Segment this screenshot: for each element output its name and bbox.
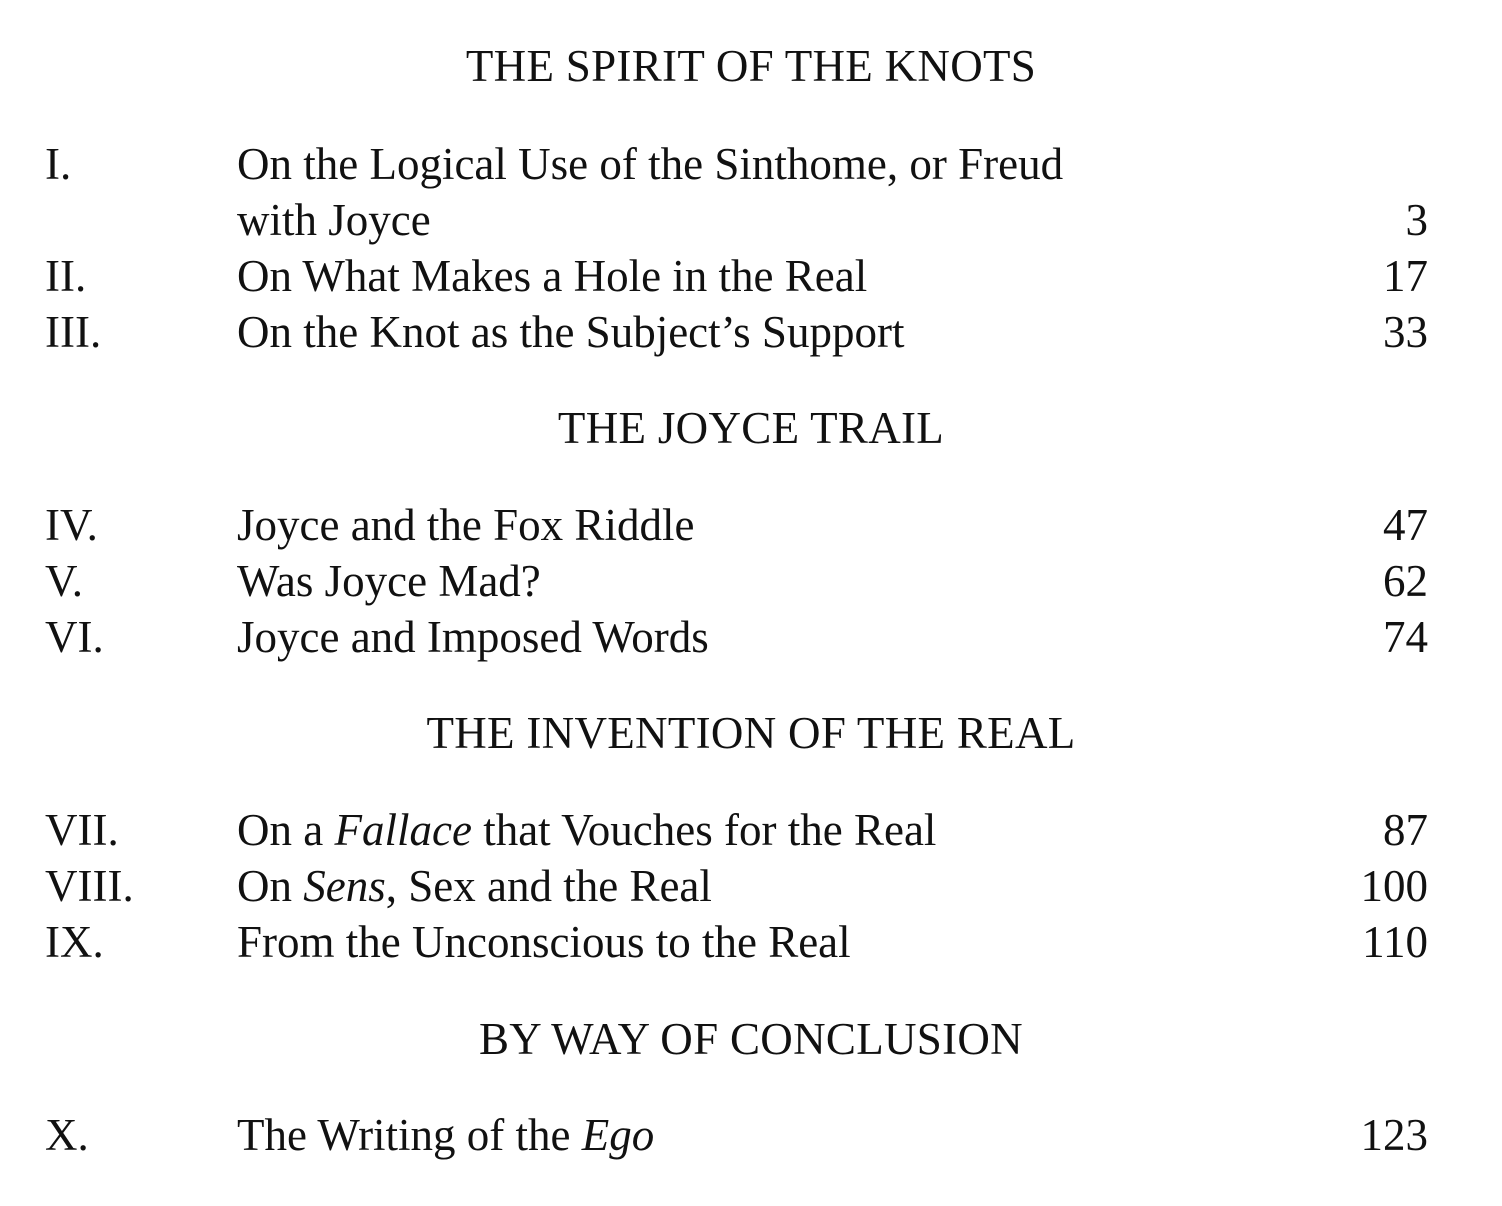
chapter-page-number: 74 [1383, 612, 1428, 662]
chapter-number: VIII. [45, 861, 134, 911]
chapter-title: On the Knot as the Subject’s Support [237, 307, 905, 357]
chapter-title [237, 136, 1237, 248]
chapter-title-text: On [237, 861, 304, 911]
chapter-page-number: 87 [1383, 805, 1428, 855]
chapter-title-italic: Sens [303, 861, 386, 911]
chapter-title: Was Joyce Mad? [237, 556, 541, 606]
chapter-title [237, 802, 1237, 858]
part-heading-spirit-of-the-knots: THE SPIRIT OF THE KNOTS [465, 41, 1037, 91]
chapter-title-line-2: with Joyce [237, 195, 431, 245]
chapter-title [237, 1107, 1237, 1163]
chapter-page-number: 110 [1362, 917, 1428, 967]
chapter-title-text: The Writing of the [237, 1110, 582, 1160]
chapter-page-number: 62 [1383, 556, 1428, 606]
chapter-title-italic: Ego [581, 1110, 655, 1160]
chapter-number: I. [45, 139, 72, 189]
chapter-title: Joyce and Imposed Words [237, 612, 709, 662]
chapter-title-line-1: On the Logical Use of the Sinthome, or Freud [237, 139, 1064, 189]
chapter-page-number: 100 [1360, 861, 1428, 911]
chapter-title-text: On a [237, 805, 335, 855]
chapter-page-number: 47 [1383, 500, 1428, 550]
chapter-title: Joyce and the Fox Riddle [237, 500, 695, 550]
part-heading-joyce-trail: THE JOYCE TRAIL [557, 403, 945, 453]
chapter-title: On What Makes a Hole in the Real [237, 251, 868, 301]
chapter-number: IX. [45, 917, 104, 967]
chapter-page-number: 17 [1383, 251, 1428, 301]
chapter-number: III. [45, 307, 102, 357]
chapter-title: From the Unconscious to the Real [237, 917, 851, 967]
chapter-page-number: 33 [1383, 307, 1428, 357]
chapter-title-text: , Sex and the Real [385, 861, 712, 911]
part-heading-invention-of-the-real: THE INVENTION OF THE REAL [426, 708, 1076, 758]
chapter-number: VII. [45, 805, 119, 855]
chapter-title [237, 858, 1237, 914]
chapter-page-number: 3 [1405, 195, 1428, 245]
chapter-number: VI. [45, 612, 104, 662]
chapter-number: V. [45, 556, 83, 606]
chapter-title-italic: Fallace [334, 805, 472, 855]
chapter-number: X. [45, 1110, 89, 1160]
chapter-number: IV. [45, 500, 98, 550]
chapter-page-number: 123 [1360, 1110, 1428, 1160]
part-heading-by-way-of-conclusion: BY WAY OF CONCLUSION [478, 1014, 1023, 1064]
chapter-number: II. [45, 251, 87, 301]
chapter-title-text: that Vouches for the Real [471, 805, 937, 855]
